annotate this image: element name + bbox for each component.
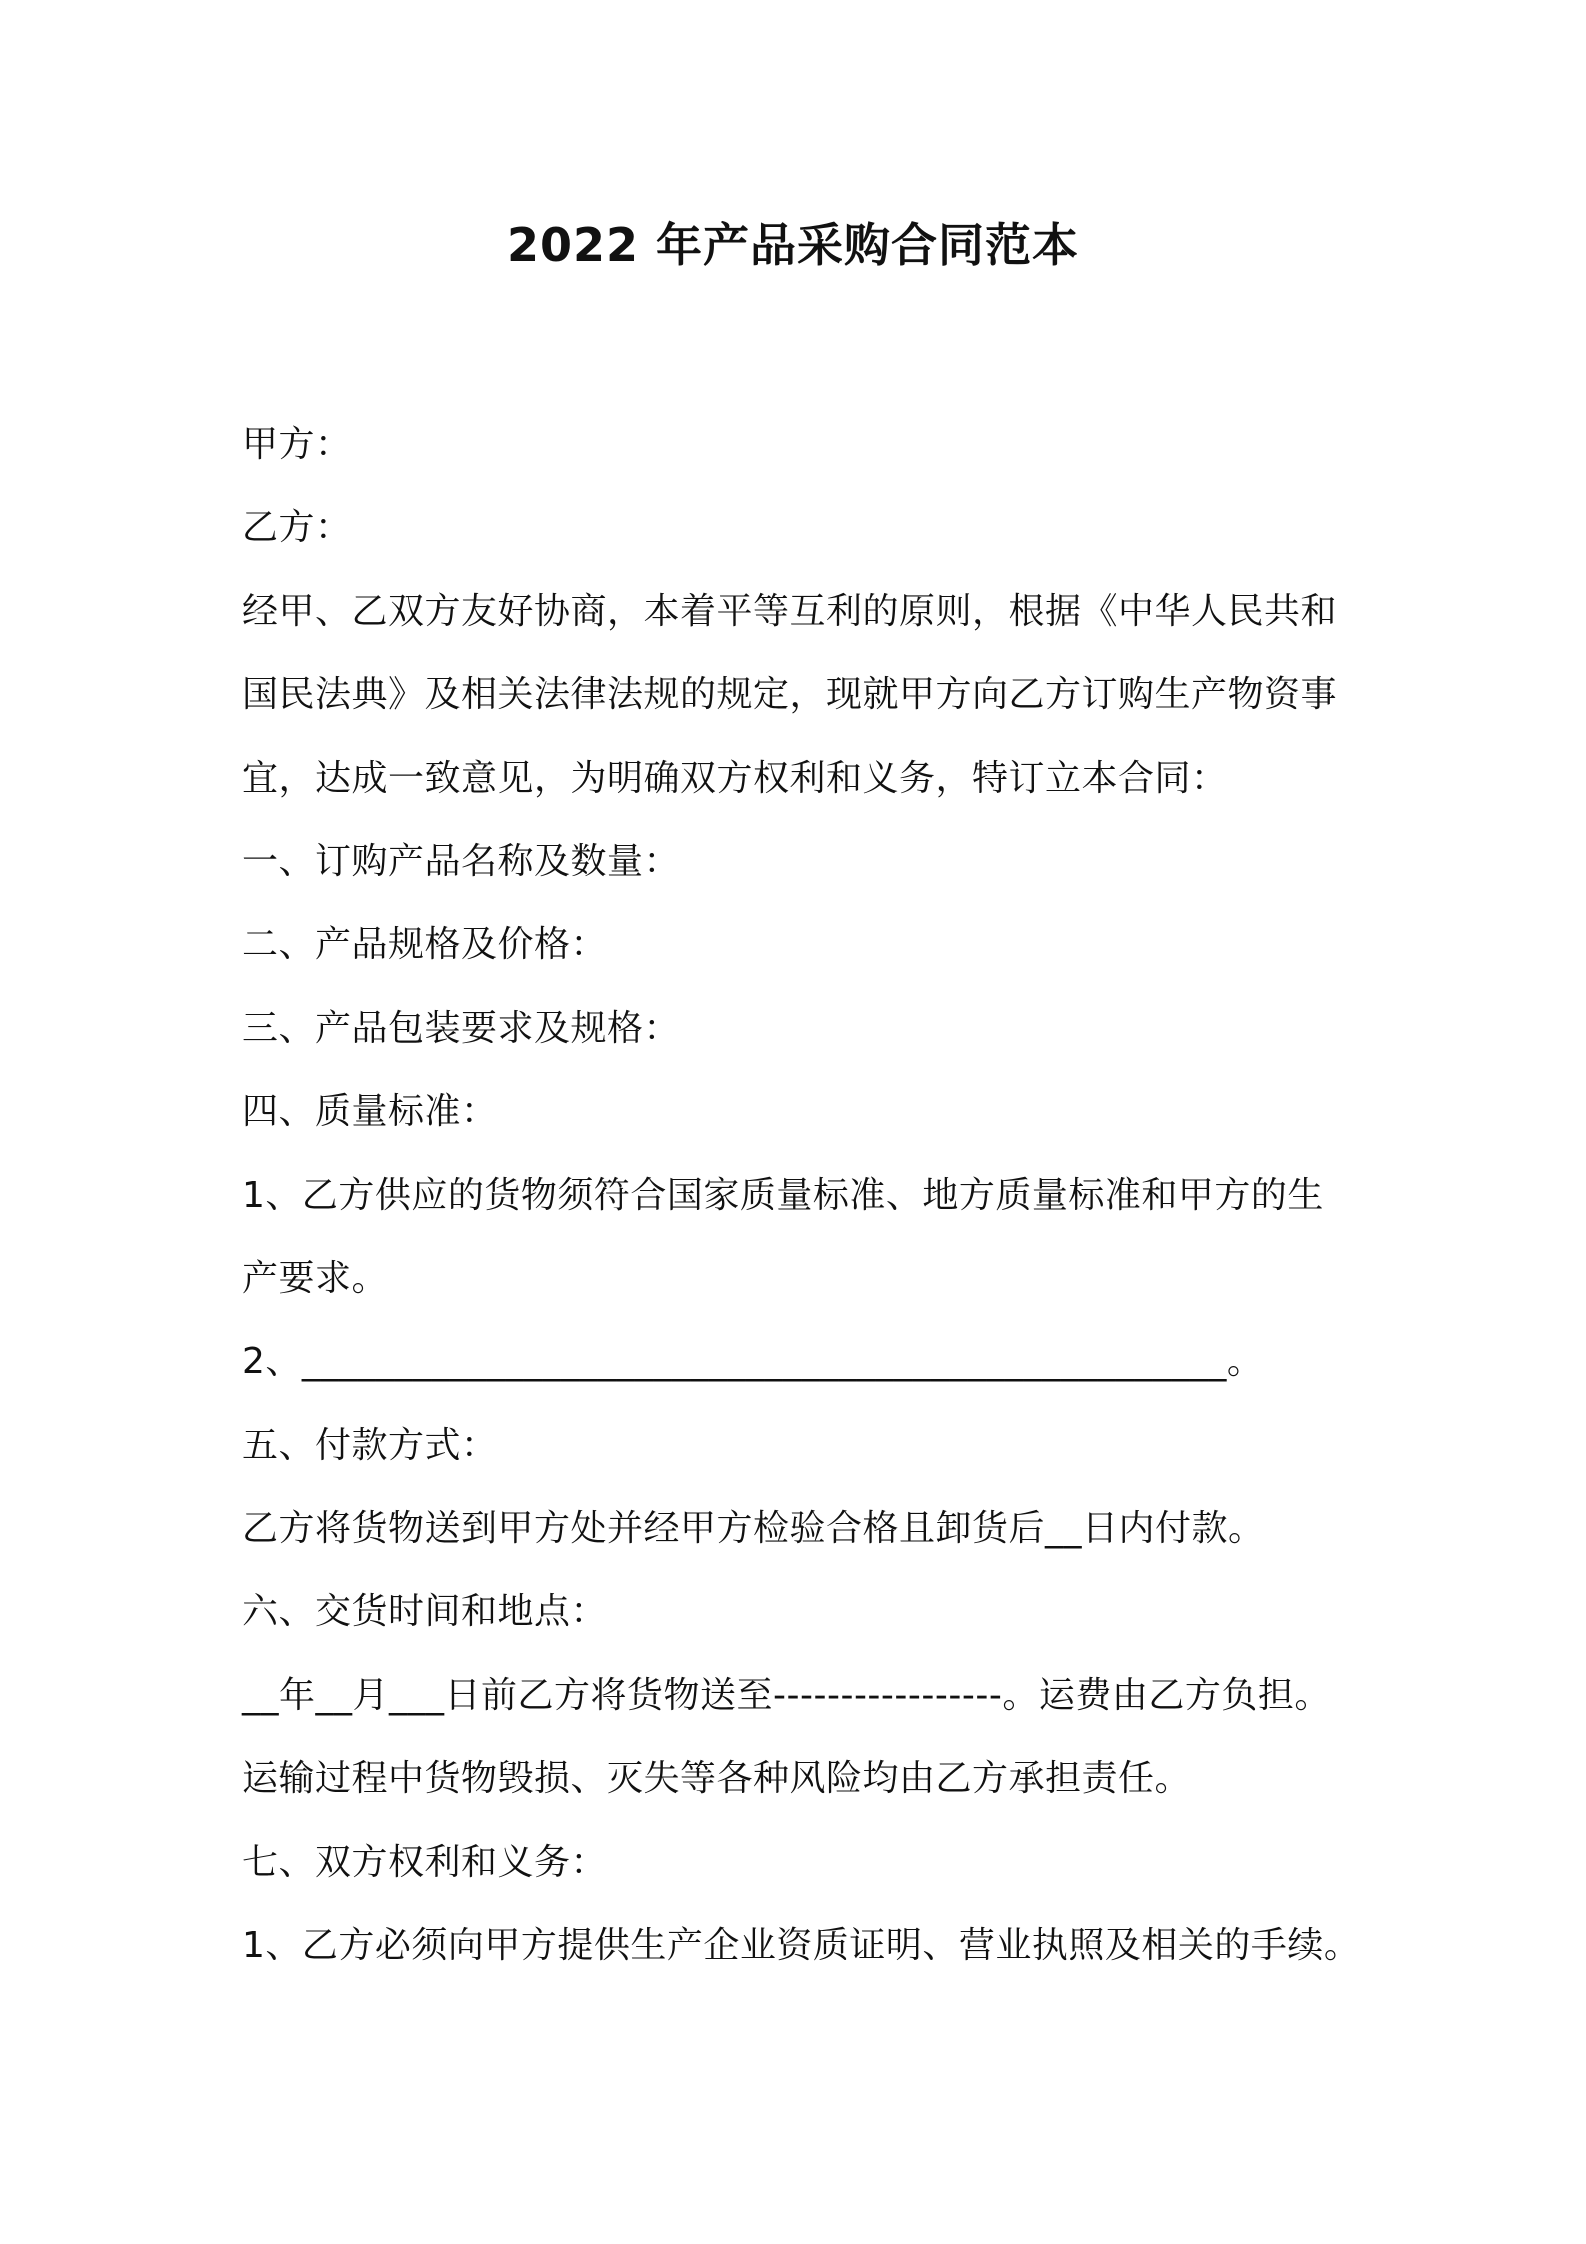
section-5-heading: 五、付款方式： [242,1424,498,1466]
document-title: 2022 年产品采购合同范本 [506,218,1080,272]
document-body [242,403,1372,1987]
section-1-heading: 一、订购产品名称及数量： [242,840,681,882]
preamble-line-3: 宜，达成一致意见，为明确双方权利和义务，特订立本合同： [242,757,1228,799]
section-6-heading: 六、交货时间和地点： [242,1591,608,1633]
section-2-heading: 二、产品规格及价格： [242,924,608,966]
party-b-line: 乙方： [242,507,352,549]
quality-clause-1-line-1: 1、乙方供应的货物须符合国家质量标准、地方质量标准和甲方的生 [242,1174,1324,1216]
delivery-clause-line-2: 运输过程中货物毁损、灭失等各种风险均由乙方承担责任。 [242,1758,1192,1800]
quality-clause-2-blank: 2、__________________________________________________。 [242,1341,1264,1383]
section-7-heading: 七、双方权利和义务： [242,1841,608,1883]
section-4-heading: 四、质量标准： [242,1091,498,1133]
party-a-line: 甲方： [242,424,352,465]
delivery-clause-line-1: __年__月___日前乙方将货物送至-----------------。运费由乙方负担。 [242,1674,1331,1716]
obligation-clause-1: 1、乙方必须向甲方提供生产企业资质证明、营业执照及相关的手续。 [242,1925,1361,1967]
payment-clause: 乙方将货物送到甲方处并经甲方检验合格且卸货后__日内付款。 [242,1508,1265,1550]
section-3-heading: 三、产品包装要求及规格： [242,1007,681,1049]
preamble-line-2: 国民法典》及相关法律法规的规定，现就甲方向乙方订购生产物资事 [242,674,1338,716]
quality-clause-1-line-2: 产要求。 [242,1257,389,1299]
preamble-line-1: 经甲、乙双方友好协商，本着平等互利的原则，根据《中华人民共和 [242,590,1338,632]
